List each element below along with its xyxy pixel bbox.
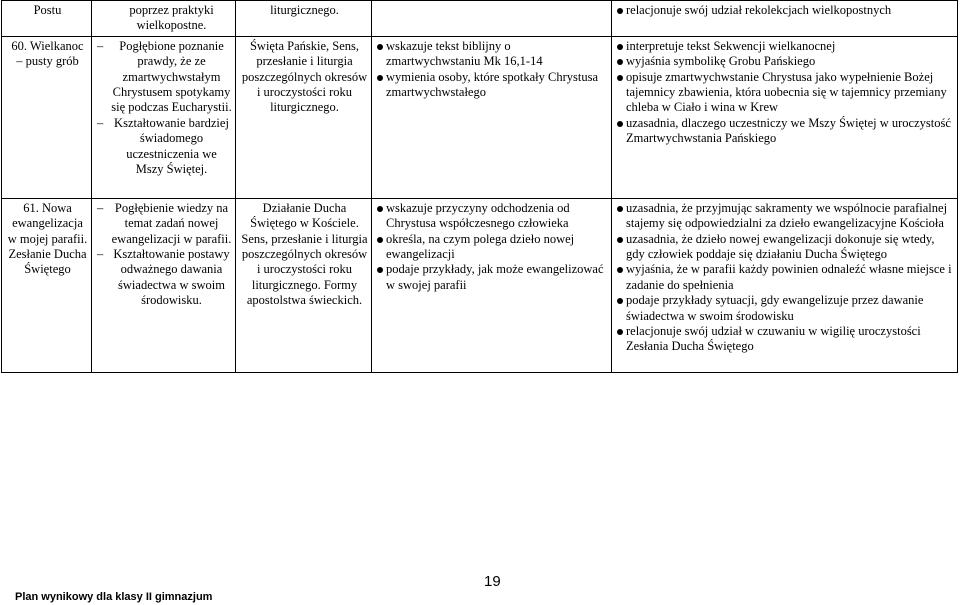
lesson-title-cell: 61. Nowa ewangelizacja w mojej parafii. Zesłanie Ducha Świętego (2, 198, 92, 372)
bullet-icon (617, 329, 623, 335)
bullet-icon (617, 75, 623, 81)
bullet-icon (617, 267, 623, 273)
list-item: podaje przykłady, jak może ewangelizować w swojej parafii (377, 262, 608, 293)
content-cell: Święta Pańskie, Sens, przesłanie i liturgia poszczególnych okresów i uroczystości roku liturgicznego. (236, 36, 372, 198)
bullet-icon (617, 59, 623, 65)
content-cell: Działanie Ducha Świętego w Kościele. Sens, przesłanie i liturgia poszczególnych okresów i uroczystości roku liturgicznego. Formy apostolstwa świeckich. (236, 198, 372, 372)
basic-requirements-cell (372, 198, 612, 372)
list-item: wymienia osoby, które spotkały Chrystusa zmartwychwstałego (377, 70, 608, 101)
basic-requirements-cell (372, 36, 612, 198)
objectives-cell (92, 36, 236, 198)
extended-requirements-cell (612, 1, 958, 37)
objectives-cell (92, 1, 236, 37)
page-footer: Plan wynikowy dla klasy II gimnazjum (15, 591, 213, 603)
list-item: wyjaśnia symbolikę Grobu Pańskiego (617, 54, 954, 69)
bullet-icon (377, 206, 383, 212)
bullet-icon (377, 267, 383, 273)
basic-requirements-cell (372, 1, 612, 37)
bullet-icon (617, 44, 623, 50)
list-item: – Pogłębienie wiedzy na temat zadań nowej ewangelizacji w parafii. (97, 200, 232, 246)
dash-icon: – (97, 38, 104, 53)
bullet-icon (617, 206, 623, 212)
list-item: – Kształtowanie bardziej świadomego uczestniczenia we Mszy Świętej. (97, 115, 229, 177)
bullet-icon (377, 237, 383, 243)
lesson-title-cell: Postu (2, 1, 92, 37)
extended-requirements-cell (612, 36, 958, 198)
lesson-title-cell: 60. Wielkanoc – pusty grób (2, 36, 92, 198)
bullet-icon (377, 44, 383, 50)
list-item: uzasadnia, dlaczego uczestniczy we Mszy Świętej w uroczystość Zmartwychwstania Pańskiego (617, 116, 954, 147)
table-row (2, 198, 958, 372)
list-item: interpretuje tekst Sekwencji wielkanocnej (617, 39, 954, 54)
list-item: relacjonuje swój udział rekolekcjach wielkopostnych (617, 3, 954, 18)
page-number: 19 (484, 573, 501, 590)
list-item: – Kształtowanie postawy odważnego dawania świadectwa w swoim środowisku. (97, 247, 230, 308)
objectives-cell (92, 198, 236, 372)
objective-text: poprzez praktyki wielkopostne. (129, 3, 214, 33)
extended-requirements-cell (612, 198, 958, 372)
dash-icon: – (97, 247, 104, 262)
list-item: określa, na czym polega dzieło nowej ewangelizacji (377, 232, 608, 263)
curriculum-table (1, 0, 958, 373)
list-item: uzasadnia, że dzieło nowej ewangelizacji dokonuje się wtedy, gdy człowiek poddaje się działaniu Ducha Świętego (617, 232, 954, 263)
dash-icon: – (97, 115, 104, 130)
list-item: uzasadnia, że przyjmując sakramenty we wspólnocie parafialnej stajemy się odpowiedzialni za dzieło ewangelizacyjne Kościoła (617, 201, 954, 232)
list-item: podaje przykłady sytuacji, gdy ewangelizuje przez dawanie świadectwa w swoim środowisku (617, 293, 954, 324)
dash-icon: – (97, 200, 104, 215)
table-row (2, 1, 958, 37)
content-cell: liturgicznego. (236, 1, 372, 37)
list-item: wyjaśnia, że w parafii każdy powinien odnaleźć własne miejsce i zadanie do spełnienia (617, 262, 954, 293)
list-item: wskazuje przyczyny odchodzenia od Chrystusa współczesnego człowieka (377, 201, 608, 232)
bullet-icon (377, 75, 383, 81)
list-item: relacjonuje swój udział w czuwaniu w wigilię uroczystości Zesłania Ducha Świętego (617, 324, 954, 355)
bullet-icon (617, 298, 623, 304)
list-item: wskazuje tekst biblijny o zmartwychwstaniu Mk 16,1-14 (377, 39, 608, 70)
list-item: opisuje zmartwychwstanie Chrystusa jako wypełnienie Bożej tajemnicy zbawienia, która uobecnia się w tajemnicy przemiany chleba w Ciało i wina w Krew (617, 70, 954, 116)
list-item: – Pogłębione poznanie prawdy, że ze zmartwychwstałym Chrystusem spotykamy się podczas Eucharystii. (97, 38, 232, 115)
table-row (2, 36, 958, 198)
bullet-icon (617, 121, 623, 127)
bullet-icon (617, 237, 623, 243)
bullet-icon (617, 8, 623, 14)
